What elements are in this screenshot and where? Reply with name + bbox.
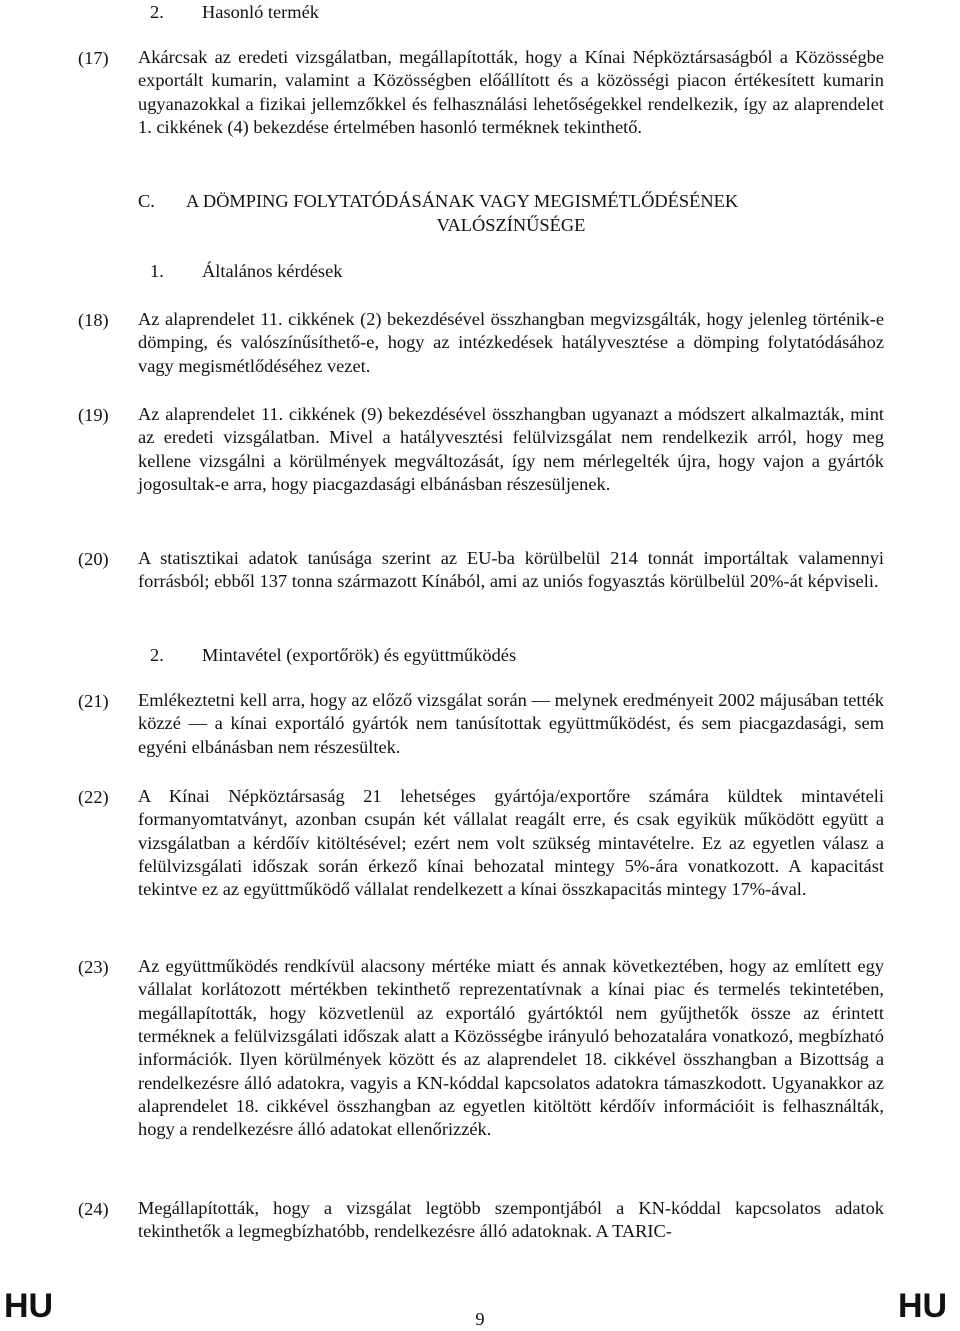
- footer-language-left: HU: [4, 1287, 54, 1325]
- paragraph-text: Emlékeztetni kell arra, hogy az előző vizsgálat során — melynek eredményeit 2002 májusában tették közzé — a kínai exportáló gyártók nem tanúsítottak együttműködést, és sem piacgazdasági, sem egyéni elbánásban nem részesültek.: [138, 690, 884, 757]
- paragraph-number: (23): [78, 957, 109, 977]
- paragraph-number: (21): [78, 691, 109, 711]
- paragraph-text: Az alaprendelet 11. cikkének (2) bekezdésével összhangban megvizsgálták, hogy jelenleg történik-e dömping, és valószínűsíthető-e, hogy az intézkedések hatályvesztése a dömping folytatódásához vagy megismétlődéséhez vezet.: [138, 309, 884, 376]
- paragraph-number: (22): [78, 787, 109, 807]
- paragraph-number: (19): [78, 405, 109, 425]
- paragraph-text: A Kínai Népköztársaság 21 lehetséges gyártója/exportőre számára küldtek mintavételi formanyomtatványt, azonban csupán két vállalat reagált erre, és csak egyikük működött együtt a vizsgálatban a kérdőív kitöltésével; ezért nem volt szükség mintavételre. Ez az egyetlen válasz a felülvizsgálati időszak során érkező kínai behozatal mintegy 5%-ára vonatkozott. A kapacitást tekintve ez az együttműködő vállalat rendelkezett a kínai összkapacitás mintegy 17%-ával.: [138, 786, 884, 900]
- subsection-1-number: 1.: [150, 261, 164, 281]
- page-number: 9: [475, 1309, 485, 1329]
- paragraph-text: A statisztikai adatok tanúsága szerint az EU-ba körülbelül 214 tonnát importáltak valamennyi forrásból; ebből 137 tonna származott Kínából, ami az uniós fogyasztás körülbelül 20%-át képviseli.: [138, 548, 884, 592]
- subsection-1-title: Általános kérdések: [202, 261, 343, 281]
- paragraph-number: (18): [78, 310, 109, 330]
- paragraph-text: Akárcsak az eredeti vizsgálatban, megállapították, hogy a Kínai Népköztársaságból a Közösségbe exportált kumarin, valamint a Közösségben előállított és a közösségi piacon értékesített kumarin ugyanazokkal a fizikai jellemzőkkel és felhasználási lehetőségekkel rendelkezik, így az alaprendelet 1. cikkének (4) bekezdése értelmében hasonló terméknek tekinthető.: [138, 47, 884, 138]
- paragraph-number: (20): [78, 549, 109, 569]
- subsection-2-number: 2.: [150, 645, 164, 665]
- paragraph-text: Megállapították, hogy a vizsgálat legtöbb szempontjából a KN-kóddal kapcsolatos adatok tekinthetők a legmegbízhatóbb, rendelkezésre álló adatoknak. A TARIC-: [138, 1198, 884, 1242]
- section-c-letter: C.: [138, 191, 155, 211]
- section-c-title-line2: VALÓSZÍNŰSÉGE: [436, 215, 586, 235]
- footer-language-right: HU: [898, 1287, 948, 1325]
- section-heading-title: Hasonló termék: [202, 2, 319, 22]
- paragraph-text: Az alaprendelet 11. cikkének (9) bekezdésével összhangban ugyanazt a módszert alkalmazták, mint az eredeti vizsgálatban. Mivel a hatályvesztési felülvizsgálat nem rendelkezik arról, hogy meg kellene vizsgálni a körülmények megváltozását, így nem mérlegelték újra, hogy vajon a gyártók jogosultak-e arra, hogy piacgazdasági elbánásban részesüljenek.: [138, 404, 884, 495]
- subsection-2-title: Mintavétel (exportőrök) és együttműködés: [202, 645, 517, 665]
- paragraph-number: (24): [78, 1199, 109, 1219]
- paragraph-number: (17): [78, 48, 109, 68]
- section-c-title-line1: A DÖMPING FOLYTATÓDÁSÁNAK VAGY MEGISMÉTLŐDÉSÉNEK: [186, 191, 739, 211]
- paragraph-text: Az együttműködés rendkívül alacsony mértéke miatt és annak következtében, hogy az említett egy vállalat korlátozott mértékben tekinthető reprezentatívnak a kínai piac és termelés tekintetében, megállapították, hogy közvetlenül az exportáló gyártóktól nem gyűjthetők össze az érintett terméknek a felülvizsgálati időszak alatt a Közösségbe irányuló behozatalára vonatkozó, megbízható információk. Ilyen körülmények között és az alaprendelet 18. cikkével összhangban a Bizottság a rendelkezésre álló adatokra, vagyis a KN-kóddal kapcsolatos adatokra támaszkodott. Ugyanakkor az alaprendelet 18. cikkével összhangban az egyetlen kitöltött kérdőív információit is felhasználták, hogy a rendelkezésre álló adatokat ellenőrizzék.: [138, 956, 884, 1140]
- section-heading-number: 2.: [150, 2, 164, 22]
